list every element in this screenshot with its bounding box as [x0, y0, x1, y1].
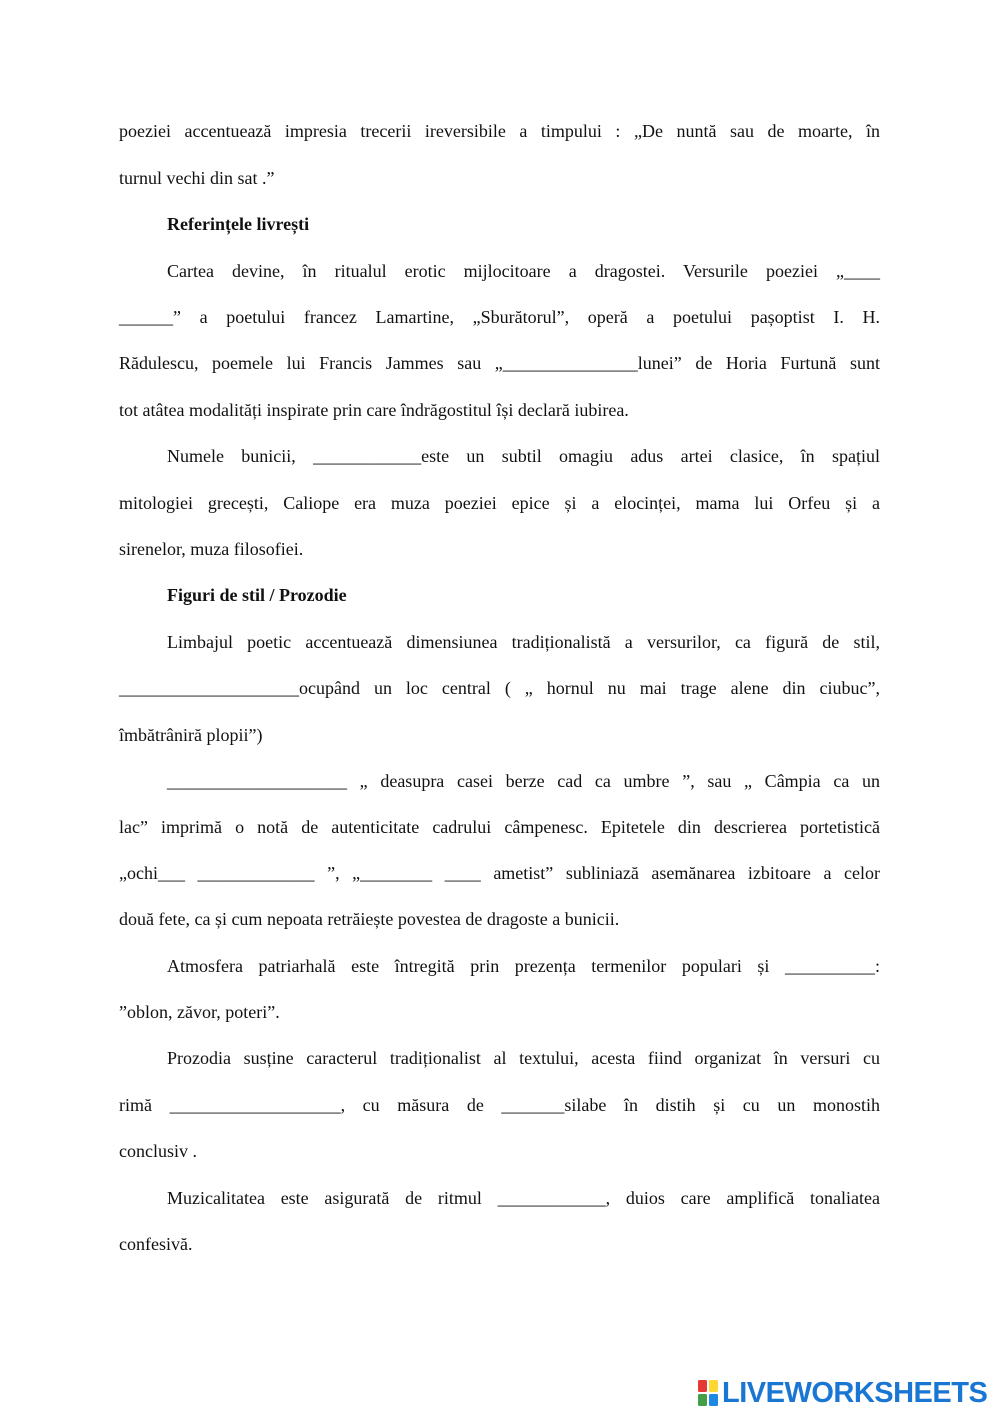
text-line: Atmosfera patriarhală este întregită prin prezența termenilor populari și __________: [167, 956, 880, 976]
text-line: „ochi___ _____________ ”, „________ ____ ametist” subliniază asemănarea izbitoare a celor [119, 863, 880, 883]
text-line: Cartea devine, în ritualul erotic mijlocitoare a dragostei. Versurile poeziei „____ [167, 261, 880, 281]
section-heading-references: Referințele livrești [167, 214, 310, 234]
text-line: îmbătrâniră plopii”) [119, 725, 263, 745]
text-line: rimă ___________________, cu măsura de _______silabe în distih și cu un monostih [119, 1095, 880, 1115]
text-line: ____________________ „ deasupra casei berze cad ca umbre ”, sau „ Câmpia ca un [167, 771, 880, 791]
text-line: tot atâtea modalități inspirate prin care îndrăgostitul își declară iubirea. [119, 400, 629, 420]
text-line: Prozodia susține caracterul tradiționalist al textului, acesta fiind organizat în versuri cu [167, 1048, 880, 1068]
text-line: poeziei accentuează impresia trecerii ireversibile a timpului : „De nuntă sau de moarte, în [119, 121, 880, 141]
text-line: Rădulescu, poemele lui Francis Jammes sau „_______________lunei” de Horia Furtună sunt [119, 353, 880, 373]
section-heading-style: Figuri de stil / Prozodie [167, 585, 347, 605]
text-line: lac” imprimă o notă de autenticitate cadrului câmpenesc. Epitetele din descrierea portetistică [119, 817, 880, 837]
text-line: mitologiei grecești, Caliope era muza poeziei epice și a elocinței, mama lui Orfeu și a [119, 493, 880, 513]
text-line: turnul vechi din sat .” [119, 168, 275, 188]
text-line: confesivă. [119, 1234, 193, 1254]
text-line: ____________________ocupând un loc central ( „ hornul nu mai trage alene din ciubuc”, [119, 678, 880, 698]
text-line: sirenelor, muza filosofiei. [119, 539, 304, 559]
liveworksheets-logo-icon [698, 1380, 718, 1406]
text-line: două fete, ca și cum nepoata retrăiește povestea de dragoste a bunicii. [119, 909, 620, 929]
text-line: ______” a poetului francez Lamartine, „Sburătorul”, operă a poetului pașoptist I. H. [119, 307, 880, 327]
logo-text: LIVEWORKSHEETS [722, 1377, 988, 1409]
text-line: ”oblon, zăvor, poteri”. [119, 1002, 280, 1022]
text-line: conclusiv . [119, 1141, 197, 1161]
text-line: Numele bunicii, ____________este un subtil omagiu adus artei clasice, în spațiul [167, 446, 880, 466]
liveworksheets-logo [698, 1376, 987, 1410]
text-line: Muzicalitatea este asigurată de ritmul ____________, duios care amplifică tonaliatea [167, 1188, 880, 1208]
text-line: Limbajul poetic accentuează dimensiunea tradiționalistă a versurilor, ca figură de stil, [167, 632, 880, 652]
